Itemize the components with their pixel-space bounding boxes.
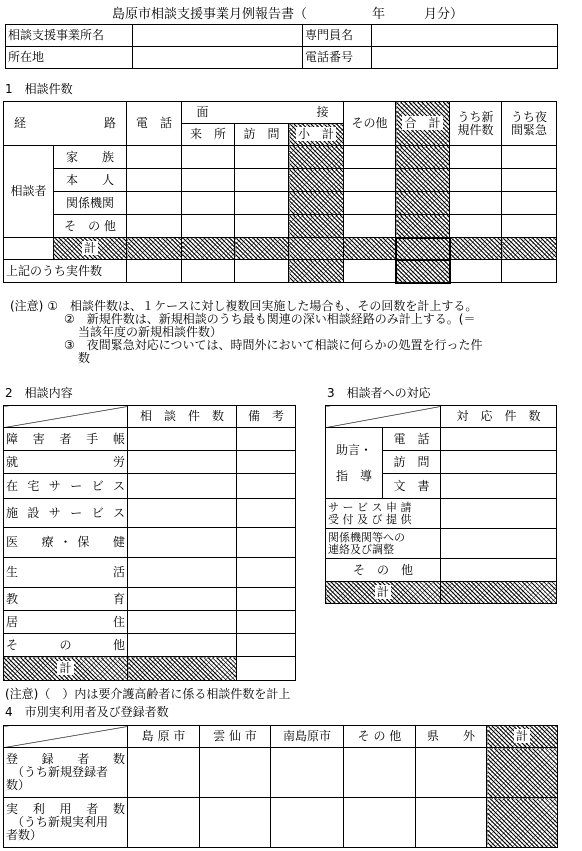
- consultation-content-table: [3, 405, 296, 681]
- total-col-header: 合 計: [396, 102, 450, 146]
- specialist-label: 専門員名: [303, 25, 372, 47]
- advice-label: 助言・ 指 導: [326, 428, 383, 499]
- note2: (注意)（ ）内は要介護高齢者に係る相談件数を計上: [5, 687, 291, 701]
- route-header: 経 路: [4, 102, 127, 146]
- page-title: 島原市相談支援事業月例報告書（ 年 月分）: [112, 7, 464, 22]
- consultant-label: 相談者: [4, 146, 54, 238]
- phone-field[interactable]: [372, 47, 558, 69]
- row-label-self: 本 人: [54, 169, 127, 192]
- content-row-label: 施設サービス: [4, 499, 128, 528]
- row-label-family: 家 族: [54, 146, 127, 169]
- response-sum-label: 計: [326, 582, 441, 604]
- notes1: (注意) ① 相談件数は、１ケースに対し複数回実施した場合も、その回数を計上する。 ② 新規件数は、新規相談のうち最も関連の深い相談経路のみ計上する。(＝ 当該年度の新規相談件数） ③ 夜間緊急対応については、時間外において相談に何らかの処置を行った件 数: [10, 299, 483, 365]
- response-other-label: そ の 他: [326, 559, 441, 582]
- visit-in-header: 来 所: [182, 124, 235, 146]
- registered-label: 登 録 者 数 （うち新規登録者 数）: [4, 748, 128, 798]
- new-col-header: うち新 規件数: [450, 102, 502, 146]
- row-label-agency: 関係機関: [54, 192, 127, 215]
- subtotal-header: 小 計: [289, 124, 344, 146]
- specialist-field[interactable]: [372, 25, 558, 47]
- phone-col-header: 電 話: [127, 102, 182, 146]
- service-label: サ ー ビ ス 申 請 受 付 及 び 提 供: [326, 499, 441, 529]
- relation-label: 関係機関等への 連絡及び調整: [326, 529, 441, 559]
- other-col-header: その他: [344, 102, 396, 146]
- content-row-label: 就 労: [4, 451, 128, 474]
- content-row-label: そ の 他: [4, 634, 128, 657]
- city-total-header: 計: [487, 726, 558, 748]
- meet-col-header: 面 接: [182, 102, 344, 124]
- actual-count-label: 上記のうち実件数: [4, 260, 127, 283]
- section2-heading: 2 相談内容: [5, 386, 73, 400]
- content-row-label: 生 活: [4, 558, 128, 588]
- city-col-header: 島 原 市: [128, 726, 200, 748]
- content-row-label: 居 住: [4, 611, 128, 634]
- response-count-header: 対 応 件 数: [441, 406, 557, 428]
- phone-label: 電話番号: [303, 47, 372, 69]
- content-row-label: 医 療・保 健: [4, 528, 128, 558]
- address-label: 所在地: [6, 47, 133, 69]
- advice-document-label: 文 書: [383, 474, 441, 499]
- visit-out-header: 訪 問: [235, 124, 289, 146]
- content-row-label: 障 害 者 手 帳: [4, 428, 128, 451]
- remarks-col-header: 備 考: [237, 406, 296, 428]
- section4-heading: 4 市別実利用者及び登録者数: [5, 705, 169, 719]
- response-table: [325, 405, 557, 604]
- users-table: [3, 725, 558, 848]
- content-row-label: 教 育: [4, 588, 128, 611]
- city-col-header: 県 外: [416, 726, 487, 748]
- office-name-label: 相談支援事業所名: [6, 25, 133, 47]
- city-col-header: 南島原市: [271, 726, 344, 748]
- content-row-label: 在宅サービス: [4, 474, 128, 499]
- advice-phone-label: 電 話: [383, 428, 441, 451]
- count-col-header: 相 談 件 数: [128, 406, 237, 428]
- actual-users-label: 実 利 用 者 数 （うち新規実利用 者数）: [4, 798, 128, 848]
- city-col-header: 雲 仙 市: [200, 726, 271, 748]
- row-label-other: そ の 他: [54, 215, 127, 238]
- consultation-count-table: [3, 101, 557, 284]
- night-col-header: うち夜 間緊急: [502, 102, 557, 146]
- office-name-field[interactable]: [133, 25, 303, 47]
- sum-row-label: 計: [54, 238, 127, 260]
- city-col-header: そ の 他: [344, 726, 416, 748]
- section1-heading: 1 相談件数: [5, 82, 73, 96]
- section3-heading: 3 相談者への対応: [327, 386, 431, 400]
- address-field[interactable]: [133, 47, 303, 69]
- content-sum-label: 計: [4, 657, 128, 681]
- advice-visit-label: 訪 問: [383, 451, 441, 474]
- header-table: [5, 24, 558, 69]
